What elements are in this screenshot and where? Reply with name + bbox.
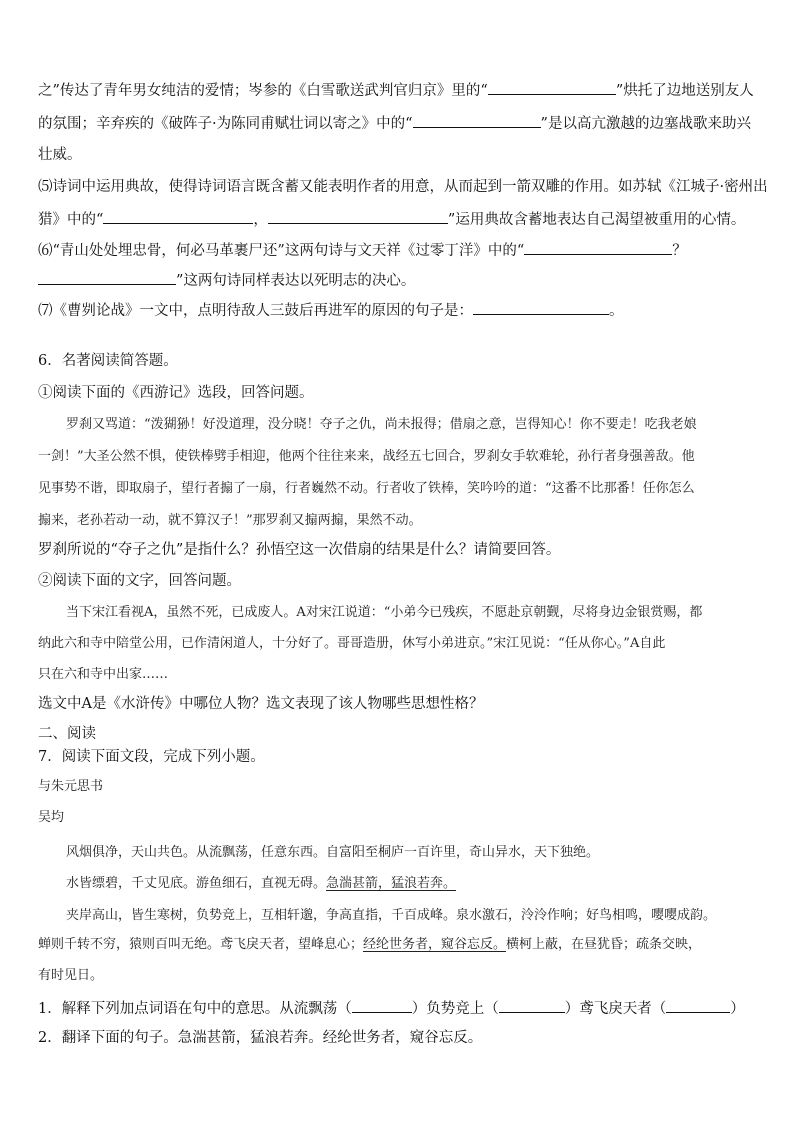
essay-paragraph-line: 蝉则千转不穷，猿则百叫无绝。鸢飞戾天者，望峰息心；经纶世务者，窥谷忘反。横柯上蔽，在昼犹昏；疏条交映，	[38, 937, 702, 952]
answer-blank[interactable]	[488, 80, 616, 95]
answer-blank[interactable]	[103, 209, 253, 224]
essay-paragraph-line: 有时见日。	[38, 968, 104, 983]
question-7-line: ⑺《曹刿论战》一文中，点明待敌人三鼓后再进军的原因的句子是： 。	[38, 300, 624, 321]
question-7-heading: 7．阅读下面文段，完成下列小题。	[38, 749, 265, 765]
shuihu-heading: ②阅读下面的文字，回答问题。	[38, 573, 241, 589]
answer-blank[interactable]	[666, 998, 730, 1013]
answer-blank[interactable]	[473, 300, 609, 315]
answer-blank[interactable]	[268, 209, 448, 224]
answer-blank[interactable]	[499, 998, 565, 1013]
shuihu-excerpt-line: 只在六和寺中出家……	[38, 667, 169, 682]
essay-author: 吴均	[38, 810, 65, 825]
essay-paragraph-line: 夹岸高山，皆生寒树，负势竞上，互相轩邈，争高直指，千百成峰。泉水激石，泠泠作响；好鸟相鸣，嘤嘤成韵。	[66, 908, 717, 923]
poem-line-1: 之”传达了青年男女纯洁的爱情；岑参的《白雪歌送武判官归京》里的“ ”烘托了边地送别友人	[38, 80, 754, 101]
poem-line-2: 的氛围；辛弃疾的《破阵子·为陈同甫赋壮词以寄之》中的“ ”是以高亢激越的边塞战歌来助兴	[38, 113, 751, 134]
xiyouji-excerpt-line: 搧来，老孙若动一动，就不算汉子！”那罗刹又搧两搧，果然不动。	[38, 513, 422, 528]
question-5-line-1: ⑸诗词中运用典故，使得诗词语言既含蓄又能表明作者的用意，从而起到一箭双雕的作用。如苏轼《江城子·密州出	[38, 179, 768, 195]
section-heading-reading: 二、阅读	[38, 726, 96, 742]
xiyouji-excerpt-line: 一剑！”大圣公然不惧，使铁棒劈手相迎，他两个往往来来，战经五七回合，罗刹女手软难轮，孙行者身强善敌。他	[38, 449, 695, 464]
xiyouji-question: 罗刹所说的“夺子之仇”是指什么？孙悟空这一次借扇的结果是什么？请简要回答。	[38, 542, 561, 558]
essay-title: 与朱元思书	[38, 779, 104, 794]
xiyouji-heading: ①阅读下面的《西游记》选段，回答问题。	[38, 385, 314, 401]
question-5-line-2: 猎》中的“ ， ”运用典故含蓄地表达自己渴望被重用的心情。	[38, 209, 745, 230]
answer-blank[interactable]	[38, 270, 176, 285]
xiyouji-excerpt-line: 见事势不谐，即取扇子，望行者搧了一扇，行者巍然不动。行者收了铁棒，笑吟吟的道：“这番不比那番！任你怎么	[38, 481, 695, 496]
answer-blank[interactable]	[524, 240, 672, 255]
shuihu-excerpt-line: 当下宋江看视A，虽然不死，已成废人。A对宋江说道：“小弟今已残疾，不愿赴京朝觐，尽将身边金银赏赐，都	[66, 605, 703, 620]
shuihu-question: 选文中A是《水浒传》中哪位人物？选文表现了该人物哪些思想性格？	[38, 696, 484, 712]
underlined-sentence: 经纶世务者，窥谷忘反。	[363, 937, 507, 952]
underlined-sentence: 急湍甚箭，猛浪若奔。	[326, 876, 457, 891]
poem-line-3: 壮威。	[38, 147, 82, 163]
sub-question-1: 1．解释下列加点词语在句中的意思。从流飘荡（ ）负势竞上（ ）鸢飞戾天者（ ）	[38, 998, 745, 1019]
shuihu-excerpt-line: 纳此六和寺中陪堂公用，已作清闲道人，十分好了。哥哥造册，休写小弟进京。”宋江见说：“任从你心。”A自此	[38, 636, 666, 651]
answer-blank[interactable]	[413, 113, 541, 128]
question-6-line-2: ”这两句诗同样表达以死明志的决心。	[38, 270, 415, 291]
essay-paragraph-line: 风烟俱净，天山共色。从流飘荡，任意东西。自富阳至桐庐一百许里，奇山异水，天下独绝。	[66, 845, 600, 860]
essay-paragraph-line: 水皆缥碧，千丈见底。游鱼细石，直视无碍。急湍甚箭，猛浪若奔。	[66, 876, 457, 891]
xiyouji-excerpt-line: 罗刹又骂道：“泼猢狲！好没道理，没分晓！夺子之仇，尚未报得；借扇之意，岂得知心！你不要走！吃我老娘	[66, 417, 697, 432]
question-6-heading: 6．名著阅读简答题。	[38, 353, 178, 369]
sub-question-2: 2．翻译下面的句子。急湍甚箭，猛浪若奔。经纶世务者，窥谷忘反。	[38, 1030, 483, 1046]
question-6-line-1: ⑹“青山处处埋忠骨，何必马革裹尸还”这两句诗与文天祥《过零丁洋》中的“ ？	[38, 240, 687, 261]
answer-blank[interactable]	[352, 998, 412, 1013]
